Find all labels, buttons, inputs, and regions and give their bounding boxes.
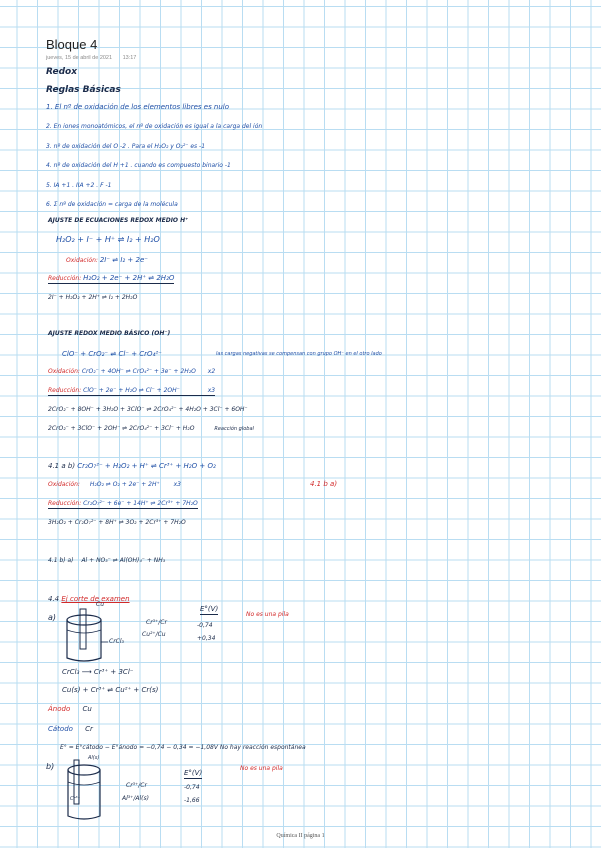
- acid-reduction-eq: H₂O₂ + 2e⁻ + 2H⁺ ⇌ 2H₂O: [83, 274, 175, 282]
- acid-reduction-label: Reducción:: [48, 275, 82, 282]
- cathode-value: Cr: [85, 725, 93, 733]
- table-a-row: [146, 620, 167, 626]
- basic-reduction-label: Reducción:: [48, 387, 82, 394]
- ex41b-equation: Al + NO₃⁻ ⇌ Al(OH)₄⁻ + NH₃: [81, 557, 166, 564]
- page-meta: [46, 56, 145, 62]
- acid-oxidation-eq: 2I⁻ ⇌ I₂ + 2e⁻: [99, 256, 148, 264]
- table-a-pair: Cr³⁺/Cr: [146, 619, 167, 626]
- ex41b-label: 4.1 b) a): [48, 557, 74, 564]
- ex41a-equation: Cr₂O₇²⁻ + H₂O₂ + H⁺ ⇌ Cr³⁺ + H₂O + O₂: [77, 462, 216, 470]
- basic-oxidation-eq: CrO₂⁻ + 4OH⁻ ⇌ CrO₄²⁻ + 3e⁻ + 2H₂O: [81, 368, 196, 375]
- ex41a-line: [48, 463, 216, 470]
- heading-basic: AJUSTE REDOX MEDIO BÁSICO (OH⁻): [48, 330, 171, 337]
- page-date: jueves, 15 de abril de 2021: [46, 55, 113, 61]
- table-b-row: [126, 783, 147, 789]
- ex41b-line: [48, 558, 165, 564]
- not-cell-a: No es una pila: [246, 611, 289, 618]
- basic-equation: ClO⁻ + CrO₂⁻ ⇌ Cl⁻ + CrO₄²⁻: [62, 350, 162, 358]
- ex44-heading: [48, 596, 130, 603]
- table-a-value: +0,34: [197, 635, 216, 642]
- acid-total: 2I⁻ + H₂O₂ + 2H⁺ ⇌ I₂ + 2H₂O: [48, 294, 138, 301]
- rule-4: 4. nº de oxidación del H +1 . cuando es compuesto binario -1: [46, 162, 231, 169]
- table-a-value: -0,74: [197, 622, 213, 629]
- basic-sum: 2CrO₂⁻ + 8OH⁻ + 3H₂O + 3ClO⁻ ⇌ 2CrO₄²⁻ + 4H₂O + 3Cl⁻ + 6OH⁻: [48, 406, 248, 413]
- beaker-a-drawing: [62, 606, 122, 664]
- basic-oxidation-label: Oxidación:: [48, 368, 80, 375]
- rule-3: 3. nº de oxidación del O -2 . Para el H₂O₂ y O₂²⁻ es -1: [46, 143, 206, 150]
- ex41a-side-label: 4.1 b a): [310, 480, 338, 488]
- table-a-row: [142, 632, 166, 638]
- beaker-b-side-label: Cr³⁺: [70, 796, 81, 802]
- table-b-header: E°(V): [184, 769, 203, 777]
- basic-reduction-eq: ClO⁻ + 2e⁻ + H₂O ⇌ Cl⁻ + 2OH⁻: [83, 387, 180, 394]
- dissociation: CrCl₃ ⟶ Cr³⁺ + 3Cl⁻: [62, 668, 134, 676]
- part-b-label: b): [46, 762, 55, 771]
- rule-6: 6. Σ nº de oxidación = carga de la molécula: [46, 201, 178, 208]
- heading-rules: Reglas Básicas: [46, 85, 121, 95]
- beaker-b-drawing: [62, 760, 118, 822]
- rule-2: 2. En iones monoatómicos, el nº de oxidación es igual a la carga del ión: [46, 123, 263, 130]
- basic-oxidation: [48, 369, 215, 375]
- reaction-a: Cu(s) + Cr³⁺ ⇌ Cu²⁺ + Cr(s): [62, 686, 159, 694]
- cathode-label: Cátodo: [48, 725, 73, 733]
- acid-oxidation: [66, 257, 148, 264]
- heading-acid: AJUSTE DE ECUACIONES REDOX MEDIO H⁺: [48, 217, 189, 224]
- basic-reduction-mult: x3: [207, 387, 216, 394]
- basic-total-label: Reacción global: [214, 426, 254, 432]
- acid-oxidation-label: Oxidación:: [66, 257, 98, 264]
- table-b-pair: Cr³⁺/Cr: [126, 782, 147, 789]
- anode-value: Cu: [82, 705, 92, 713]
- ex41a-total: 3H₂O₂ + Cr₂O₇²⁻ + 8H⁺ ⇌ 3O₂ + 2Cr³⁺ + 7H₂O: [48, 519, 186, 526]
- ex41a-reduction-label: Reducción:: [48, 500, 82, 507]
- anode-label: Ánodo: [48, 705, 71, 713]
- heading-redox: Redox: [46, 67, 78, 77]
- ex44-title: Ej corte de examen: [61, 595, 130, 603]
- table-b-row: [122, 796, 149, 802]
- acid-equation: H₂O₂ + I⁻ + H⁺ ⇌ I₂ + H₂O: [56, 235, 160, 244]
- basic-oxidation-mult: x2: [207, 368, 216, 375]
- acid-reduction: [48, 275, 174, 284]
- ex44-label: 4.4: [48, 595, 60, 603]
- part-a-label: a): [48, 613, 57, 622]
- basic-total: [48, 426, 254, 432]
- anode-line: [48, 706, 92, 713]
- table-b-pair: Al³⁺/Al(s): [122, 795, 149, 802]
- page-title: Bloque 4: [46, 37, 98, 52]
- table-a-header: E°(V): [200, 605, 219, 613]
- not-cell-b: No es una pila: [240, 765, 283, 772]
- beaker-a-side-label: CrCl₃: [109, 638, 124, 645]
- ex41a-oxidation-eq: H₂O₂ ⇌ O₂ + 2e⁻ + 2H⁺: [89, 481, 160, 488]
- table-a-pair: Cu²⁺/Cu: [142, 631, 166, 638]
- ex41a-oxidation: [48, 482, 181, 488]
- ex41a-reduction: [48, 501, 198, 509]
- rule-5: 5. IA +1 . IIA +2 . F -1: [46, 182, 112, 189]
- basic-total-eq: 2CrO₂⁻ + 3ClO⁻ + 2OH⁻ ⇌ 2CrO₄²⁻ + 3Cl⁻ + H₂O: [48, 425, 195, 432]
- basic-reduction: [48, 388, 215, 396]
- emf-line: E° = E°cátodo − E°ánodo = −0,74 − 0,34 = −1,08V No hay reacción espontánea: [60, 744, 306, 751]
- ex41a-oxidation-label: Oxidación:: [48, 481, 80, 488]
- beaker-a-top-label: Cu: [96, 601, 104, 608]
- cathode-line: [48, 726, 93, 733]
- ex41a-label: 4.1 a b): [48, 462, 76, 470]
- ex41a-reduction-eq: Cr₂O₇²⁻ + 6e⁻ + 14H⁺ ⇌ 2Cr³⁺ + 7H₂O: [83, 500, 198, 507]
- table-b-value: -1,66: [184, 797, 200, 804]
- beaker-b-top-label: Al(s): [88, 755, 100, 761]
- basic-note: las cargas negativas se compensan con grupo OH⁻ en el otro lado: [216, 351, 382, 357]
- page-time: 13:17: [122, 55, 137, 61]
- page-footer: Química II página 1: [276, 833, 325, 839]
- table-b-value: -0,74: [184, 784, 200, 791]
- ex41a-oxidation-mult: x3: [173, 481, 181, 488]
- rule-1: 1. El nº de oxidación de los elementos libres es nulo: [46, 103, 230, 111]
